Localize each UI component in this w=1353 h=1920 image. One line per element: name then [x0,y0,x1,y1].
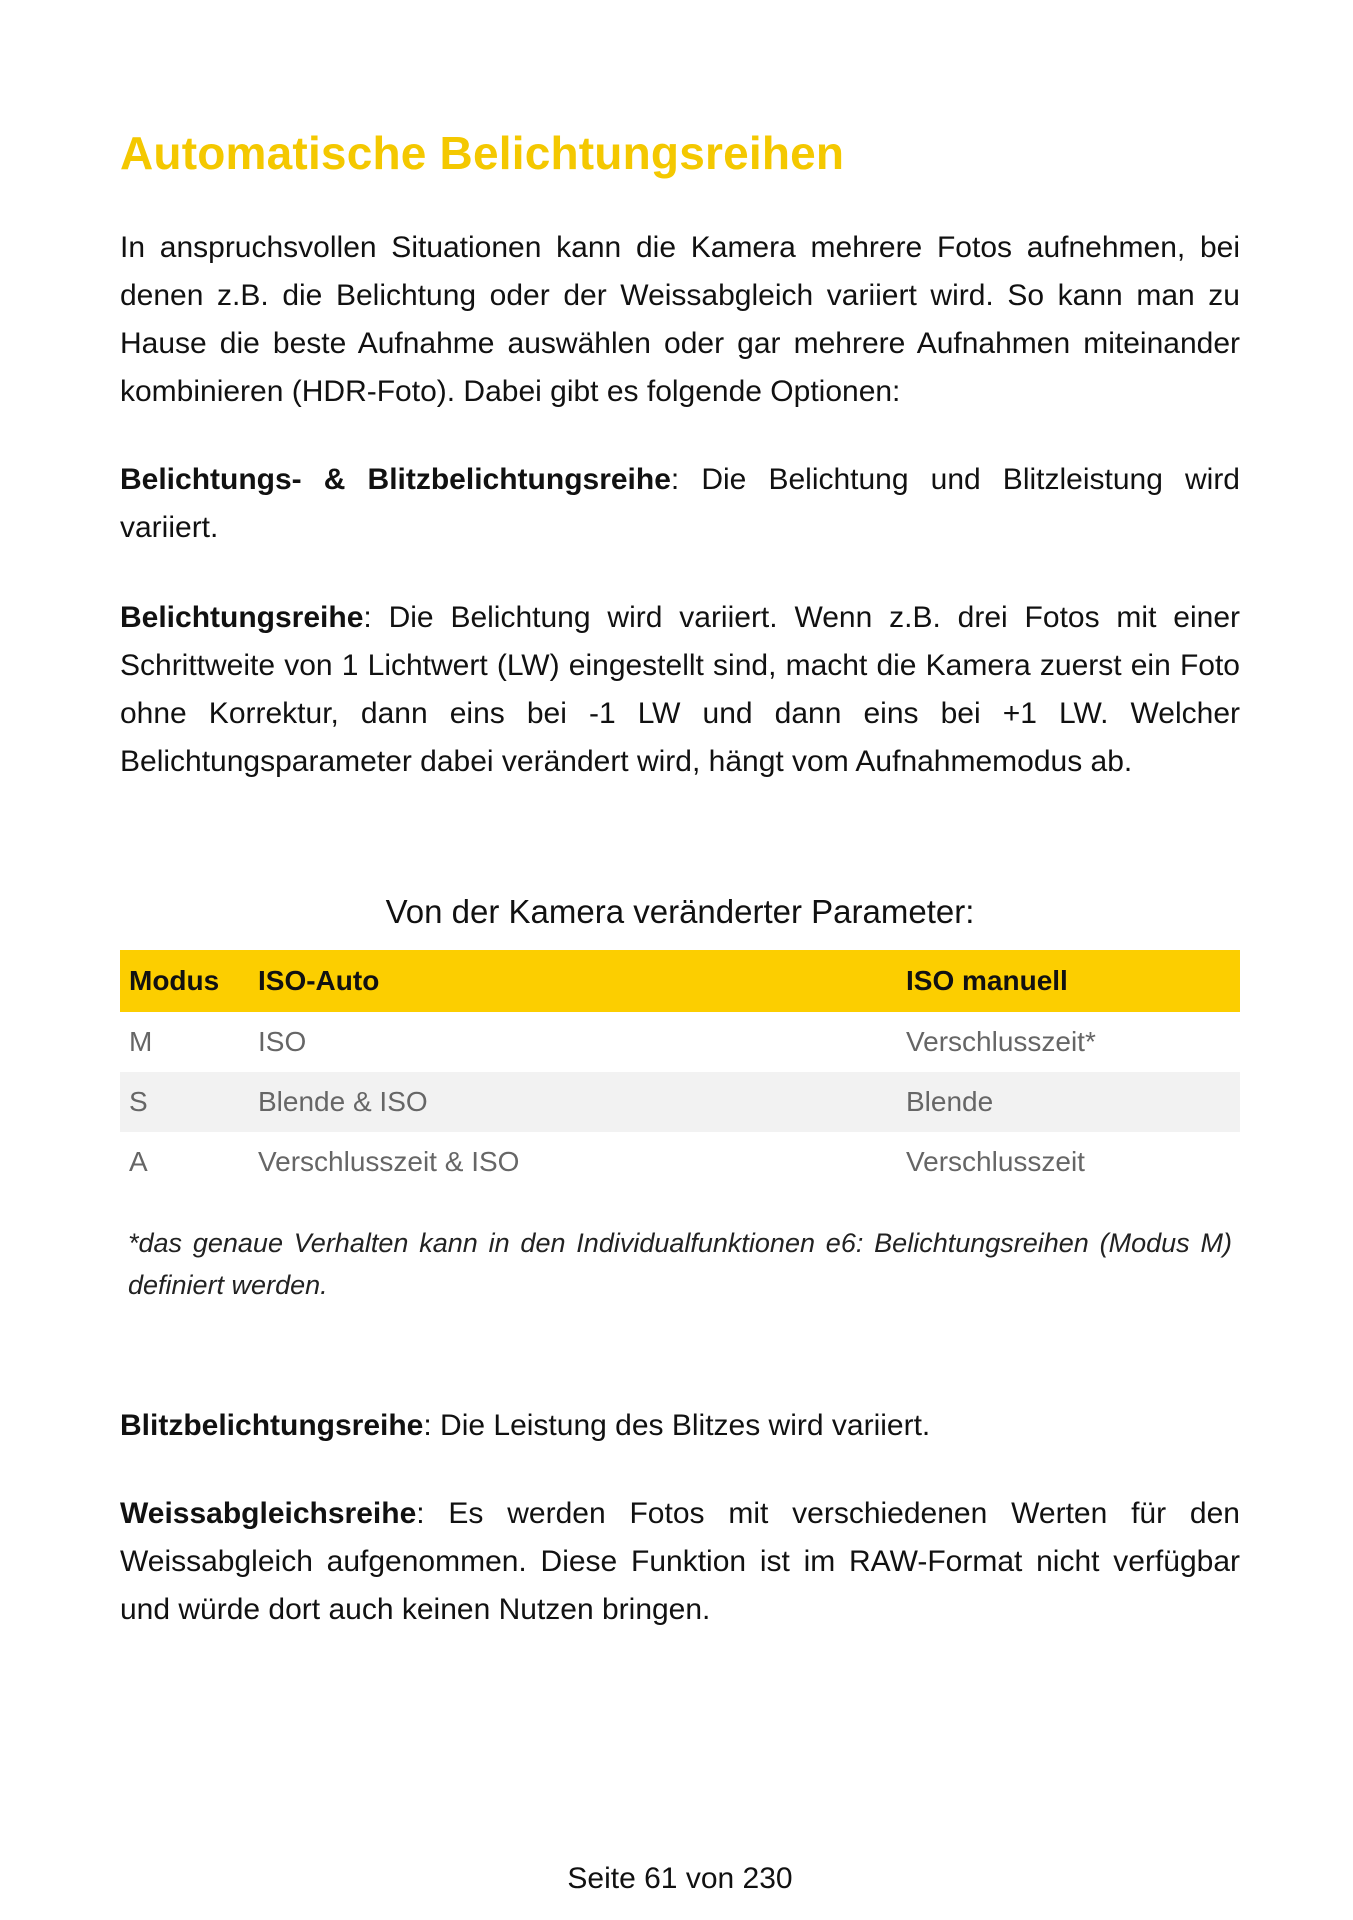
option-exposure-term: Belichtungsreihe [120,601,364,634]
table-title: Von der Kamera veränderter Parameter: [385,893,975,930]
cell-iso-manual: Verschlusszeit* [906,1026,1096,1057]
table-header-row [120,950,1240,1012]
table-row [120,1132,1240,1192]
cell-mode: A [129,1146,148,1177]
option-whitebalance-term: Weissabgleichsreihe [120,1497,417,1530]
option-whitebalance-text: : Es werden Fotos mit verschiedenen Werten für den Weissabgleich aufgenommen. Diese Funktion ist im RAW-Format nicht verfügbar und würde dort auch keinen Nutzen bringen. [120,1497,1240,1626]
option-whitebalance-paragraph [120,1490,1240,1634]
option-flash-term: Blitzbelichtungsreihe [120,1409,424,1442]
option-combo-paragraph [120,456,1240,552]
option-flash-text: : Die Leistung des Blitzes wird variiert. [423,1409,931,1442]
page-title: Automatische Belichtungsreihen [120,127,845,179]
option-exposure-text: : Die Belichtung wird variiert. Wenn z.B. drei Fotos mit einer Schrittweite von 1 Lichtwert (LW) eingestellt sind, macht die Kamera zuerst ein Foto ohne Korrektur, dann eins bei -1 LW und dann eins bei +1 LW. Welcher Belichtungsparameter dabei verändert wird, hängt vom Aufnahmemodus ab. [120,601,1240,778]
cell-mode: M [129,1026,153,1057]
option-exposure-paragraph [120,594,1240,786]
header-iso-manual: ISO manuell [906,965,1068,996]
table-footnote: *das genaue Verhalten kann in den Individualfunktionen e6: Belichtungsreihen (Modus M) definiert werden. [128,1228,1232,1300]
option-combo-text: : Die Belichtung und Blitzleistung wird variiert. [120,463,1240,544]
option-flash-paragraph [120,1402,1240,1450]
cell-iso-manual: Verschlusszeit [906,1146,1085,1177]
parameter-table [120,950,1240,1192]
cell-iso-auto: Blende & ISO [258,1086,428,1117]
option-combo-term: Belichtungs- & Blitzbelichtungsreihe [120,463,671,496]
cell-iso-auto: ISO [258,1026,307,1057]
cell-mode: S [129,1086,148,1117]
intro-paragraph: In anspruchsvollen Situationen kann die Kamera mehrere Fotos aufnehmen, bei denen z.B. die Belichtung oder der Weissabgleich variiert wird. So kann man zu Hause die beste Aufnahme auswählen oder gar mehrere Aufnahmen miteinander kombinieren (HDR-Foto). Dabei gibt es folgende Optionen: [120,231,1240,408]
header-iso-auto: ISO-Auto [258,965,380,996]
table-row [120,1072,1240,1132]
cell-iso-auto: Verschlusszeit & ISO [258,1146,520,1177]
cell-iso-manual: Blende [906,1086,994,1117]
page-number: Seite 61 von 230 [567,1862,793,1895]
table-row [120,1012,1240,1072]
header-modus: Modus [129,965,220,996]
